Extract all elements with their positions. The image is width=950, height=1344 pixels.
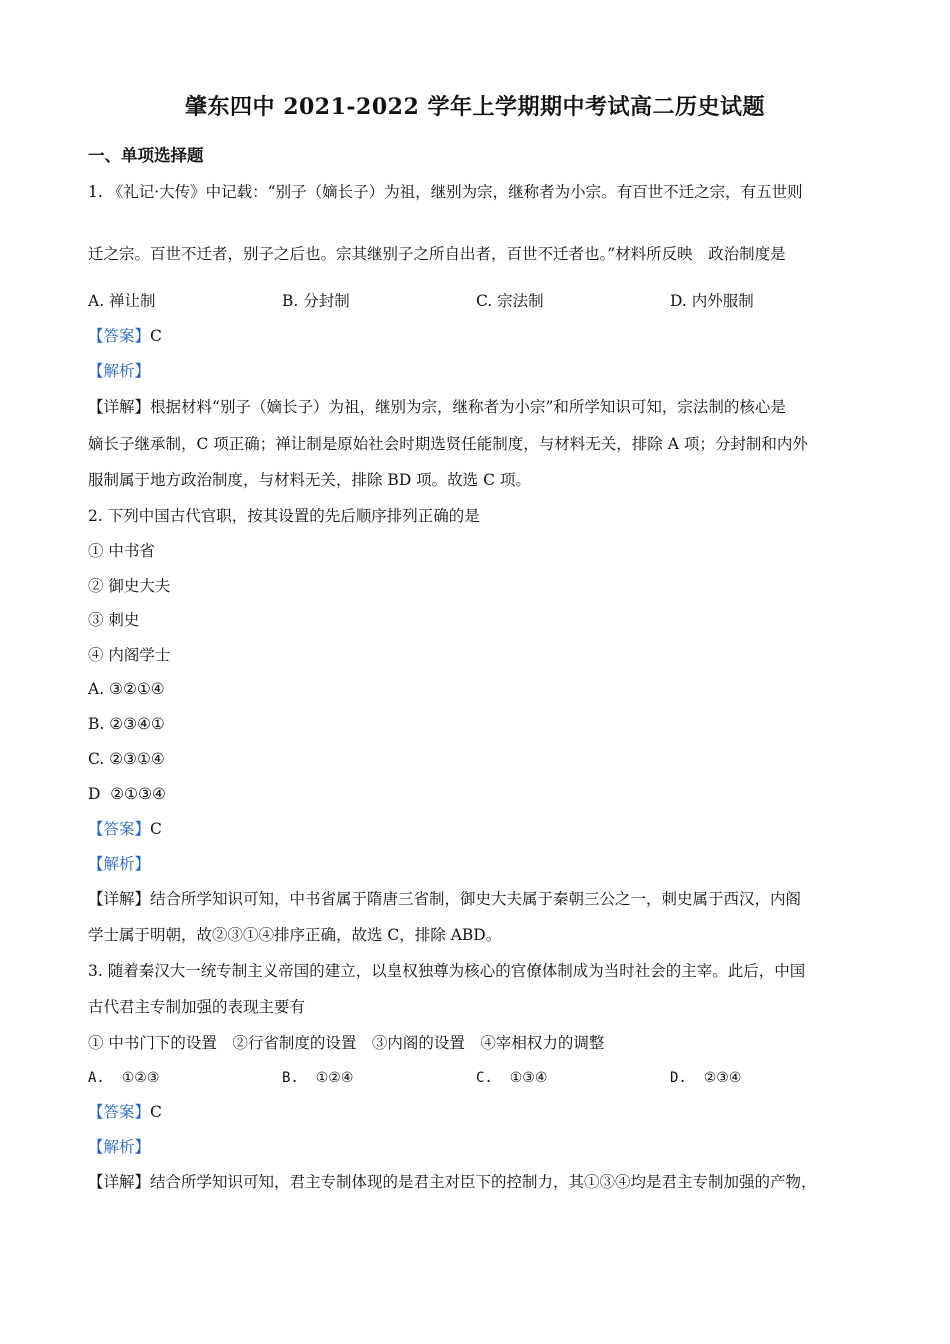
q1-stem-line2: 迁之宗。百世不迁者，别子之后也。宗其继别子之所自出者，百世不迁者也。”材料所反映 政治制度是 [88,245,786,263]
detail-tag: 【详解】 [88,890,151,908]
detail-text: 结合所学知识可知，中书省属于隋唐三省制，御史大夫属于秦朝三公之一，刺史属于西汉，内阁 [150,890,802,908]
q1-detail-line3: 服制属于地方政治制度，与材料无关，排除 BD 项。故选 C 项。 [88,471,531,489]
q2-analysis-tag: 【解析】 [88,855,151,873]
q2-option-d: D ②①③④ [88,785,166,803]
q1-option-d: D. 内外服制 [670,292,754,310]
q1-option-a: A. 禅让制 [88,292,156,310]
q3-option-d: D. ②③④ [670,1070,742,1086]
section-heading: 一、单项选择题 [88,146,204,165]
q1-detail-line1 [88,396,786,418]
answer-value: C [150,327,162,345]
q3-analysis-tag: 【解析】 [88,1138,151,1156]
q2-item-2: ② 御史大夫 [88,577,171,595]
q2-detail-line1 [88,888,801,910]
q3-stem-line1: 3. 随着秦汉大一统专制主义帝国的建立，以皇权独尊为核心的官僚体制成为当时社会的主宰。此后，中国 [88,962,806,980]
answer-tag: 【答案】 [88,327,151,345]
q1-stem-line1: 1. 《礼记·大传》中记载：“别子（嫡长子）为祖，继别为宗，继称者为小宗。有百世不迁之宗，有五世则 [88,183,803,201]
q3-option-b: B. ①②④ [282,1070,354,1086]
q2-option-a: A. ③②①④ [88,680,165,698]
q3-answer [88,1101,162,1123]
q2-item-1: ① 中书省 [88,542,155,560]
q2-detail-line2: 学士属于明朝，故②③①④排序正确，故选 C，排除 ABD。 [88,926,502,944]
page-title: 肇东四中 2021-2022 学年上学期期中考试高二历史试题 [185,94,765,120]
q1-option-c: C. 宗法制 [476,292,544,310]
q3-items: ① 中书门下的设置 ②行省制度的设置 ③内阁的设置 ④宰相权力的调整 [88,1034,605,1052]
detail-tag: 【详解】 [88,398,151,416]
q2-item-3: ③ 刺史 [88,611,140,629]
answer-tag: 【答案】 [88,1103,151,1121]
q2-answer [88,818,162,840]
answer-tag: 【答案】 [88,820,151,838]
detail-text: 结合所学知识可知，君主专制体现的是君主对臣下的控制力，其①③④均是君主专制加强的产物， [150,1173,817,1191]
q1-detail-line2: 嫡长子继承制，C 项正确；禅让制是原始社会时期选贤任能制度，与材料无关，排除 A 项；分封制和内外 [88,435,808,453]
q3-detail-line1 [88,1171,817,1193]
q2-item-4: ④ 内阁学士 [88,646,171,664]
q3-option-a: A. ①②③ [88,1070,160,1086]
q2-stem: 2. 下列中国古代官职，按其设置的先后顺序排列正确的是 [88,507,480,525]
q2-option-b: B. ②③④① [88,715,165,733]
q1-option-b: B. 分封制 [282,292,350,310]
answer-value: C [150,820,162,838]
detail-text: 根据材料“别子（嫡长子）为祖，继别为宗，继称者为小宗”和所学知识可知，宗法制的核心是 [150,398,786,416]
q1-analysis-tag: 【解析】 [88,362,151,380]
q1-answer [88,325,162,347]
q2-option-c: C. ②③①④ [88,750,165,768]
answer-value: C [150,1103,162,1121]
detail-tag: 【详解】 [88,1173,151,1191]
q3-stem-line2: 古代君主专制加强的表现主要有 [88,998,306,1016]
q3-option-c: C. ①③④ [476,1070,548,1086]
